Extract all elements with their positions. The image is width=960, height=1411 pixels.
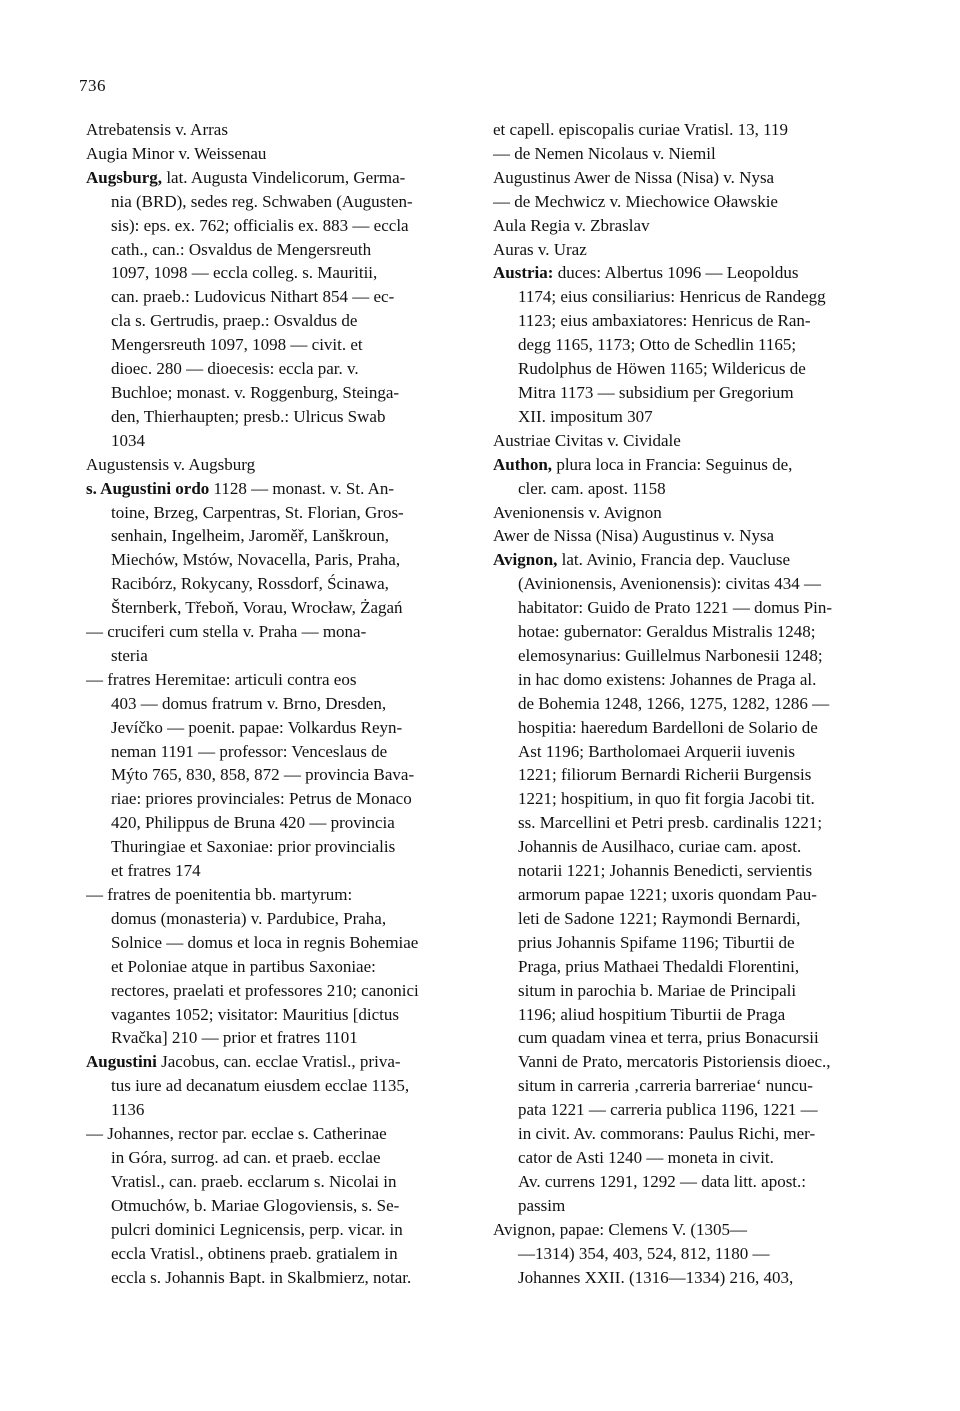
entry-text: (Avinionensis, Avenionensis): civitas 434 — (518, 574, 821, 594)
entry-text: in hac domo existens: Johannes de Praga al. (518, 669, 817, 689)
entry-text: — fratres Heremitae: articuli contra eos (86, 669, 357, 689)
entry-line (493, 907, 885, 931)
entry-text: et fratres 174 (111, 861, 201, 881)
entry-text: toine, Brzeg, Carpentras, St. Florian, Gros- (111, 502, 404, 522)
index-entry (493, 453, 885, 501)
entry-text: lat. Avinio, Francia dep. Vaucluse (557, 550, 791, 570)
entry-line (86, 716, 481, 740)
entry-line (493, 1266, 885, 1290)
entry-line (86, 333, 481, 357)
entry-line (493, 1194, 885, 1218)
entry-line (493, 333, 885, 357)
entry-text: Mýto 765, 830, 858, 872 — provincia Bava- (111, 765, 415, 785)
entry-line (493, 931, 885, 955)
entry-line (86, 763, 481, 787)
entry-line (493, 142, 885, 166)
entry-line (493, 787, 885, 811)
entry-line (86, 1098, 481, 1122)
entry-text: hotae: gubernator: Geraldus Mistralis 1248; (518, 622, 816, 642)
entry-line (86, 787, 481, 811)
entry-text: XII. impositum 307 (518, 406, 653, 426)
entry-line (86, 142, 481, 166)
entry-text: Austriae Civitas v. Cividale (493, 430, 681, 450)
entry-line (86, 285, 481, 309)
entry-line (86, 692, 481, 716)
index-entry (86, 1050, 481, 1122)
entry-headword: s. Augustini ordo (86, 478, 210, 498)
entry-line (493, 357, 885, 381)
entry-text: cler. cam. apost. 1158 (518, 478, 666, 498)
entry-line (86, 907, 481, 931)
entry-line (86, 1003, 481, 1027)
entry-line (493, 1218, 885, 1242)
entry-text: Johannis de Ausilhaco, curiae cam. apost. (518, 837, 802, 857)
entry-text: Jevíčko — poenit. papae: Volkardus Reyn- (111, 717, 403, 737)
entry-line (86, 453, 481, 477)
entry-line (493, 1050, 885, 1074)
entry-text: Buchloe; monast. v. Roggenburg, Steinga- (111, 382, 400, 402)
entry-line (86, 238, 481, 262)
entry-text: Mitra 1173 — subsidium per Gregorium (518, 382, 794, 402)
entry-text: tus iure ad decanatum eiusdem ecclae 1135, (111, 1076, 410, 1096)
entry-text: Vratisl., can. praeb. ecclarum s. Nicolai in (111, 1171, 397, 1191)
entry-line (86, 261, 481, 285)
entry-line (86, 357, 481, 381)
left-column (86, 118, 481, 1289)
entry-line (86, 548, 481, 572)
index-entry (493, 190, 885, 214)
entry-text: Jacobus, can. ecclae Vratisl., priva- (156, 1052, 401, 1072)
entry-text: eccla s. Johannis Bapt. in Skalbmierz, notar. (111, 1267, 412, 1287)
index-entry (86, 477, 481, 620)
index-entry (86, 883, 481, 1050)
entry-line (493, 190, 885, 214)
index-entry (86, 142, 481, 166)
entry-headword: Avignon, (493, 550, 558, 570)
entry-text: duces: Albertus 1096 — Leopoldus (553, 263, 799, 283)
entry-headword: Augustini (86, 1052, 157, 1072)
entry-line (493, 1003, 885, 1027)
entry-text: degg 1165, 1173; Otto de Schedlin 1165; (518, 335, 797, 355)
entry-line (493, 1026, 885, 1050)
entry-text: Awer de Nissa (Nisa) Augustinus v. Nysa (493, 526, 775, 546)
entry-line (86, 883, 481, 907)
entry-text: Miechów, Mstów, Novacella, Paris, Praha, (111, 550, 401, 570)
entry-text: cla s. Gertrudis, praep.: Osvaldus de (111, 311, 358, 331)
entry-text: steria (111, 645, 148, 665)
entry-text: 1174; eius consiliarius: Henricus de Randegg (518, 287, 826, 307)
entry-text: Solnice — domus et loca in regnis Bohemiae (111, 932, 419, 952)
entry-line (493, 859, 885, 883)
index-entry (493, 118, 885, 142)
entry-text: 1123; eius ambaxiatores: Henricus de Ran- (518, 311, 811, 331)
entry-text: elemosynarius: Guillelmus Narbonesii 1248; (518, 645, 823, 665)
entry-text: Atrebatensis v. Arras (86, 120, 228, 139)
index-entry (86, 118, 481, 142)
entry-line (86, 524, 481, 548)
entry-line (493, 883, 885, 907)
entry-line (493, 166, 885, 190)
entry-text: sis): eps. ex. 762; officialis ex. 883 — eccla (111, 215, 409, 235)
entry-line (493, 596, 885, 620)
entry-text: dioec. 280 — dioecesis: eccla par. v. (111, 359, 359, 379)
entry-text: 1097, 1098 — eccla colleg. s. Mauritii, (111, 263, 378, 283)
entry-text: et capell. episcopalis curiae Vratisl. 13, 119 (493, 120, 788, 139)
entry-text: Aula Regia v. Zbraslav (493, 215, 650, 235)
entry-text: de Bohemia 1248, 1266, 1275, 1282, 1286 — (518, 693, 830, 713)
entry-text: passim (518, 1195, 566, 1215)
entry-line (493, 214, 885, 238)
entry-line (86, 166, 481, 190)
entry-line (86, 1242, 481, 1266)
index-entry (493, 1218, 885, 1290)
entry-text: 403 — domus fratrum v. Brno, Dresden, (111, 693, 387, 713)
entry-line (493, 285, 885, 309)
entry-text: Avignon, papae: Clemens V. (1305— (493, 1219, 748, 1239)
entry-line (86, 955, 481, 979)
entry-line (86, 835, 481, 859)
entry-text: — de Mechwicz v. Miechowice Oławskie (493, 191, 778, 211)
entry-text: in Góra, surrog. ad can. et praeb. ecclae (111, 1147, 381, 1167)
entry-text: cum quadam vinea et terra, prius Bonacursii (518, 1028, 819, 1048)
entry-line (86, 1266, 481, 1290)
entry-line (86, 859, 481, 883)
entry-line (493, 261, 885, 285)
entry-text: can. praeb.: Ludovicus Nithart 854 — ec- (111, 287, 395, 307)
entry-text: — fratres de poenitentia bb. martyrum: (86, 885, 353, 904)
entry-line (493, 405, 885, 429)
entry-line (86, 405, 481, 429)
entry-line (493, 1170, 885, 1194)
entry-text: leti de Sadone 1221; Raymondi Bernardi, (518, 908, 801, 928)
entry-line (493, 1122, 885, 1146)
entry-text: pata 1221 — carreria publica 1196, 1221 — (518, 1100, 818, 1120)
entry-text: 1221; filiorum Bernardi Richerii Burgensis (518, 765, 812, 785)
entry-line (493, 763, 885, 787)
entry-line (86, 931, 481, 955)
entry-text: situm in carreria ‚carreria barreriae‘ nuncu- (518, 1076, 813, 1096)
entry-line (493, 668, 885, 692)
entry-line (86, 477, 481, 501)
entry-text: 1196; aliud hospitium Tiburtii de Praga (518, 1004, 786, 1024)
entry-text: neman 1191 — professor: Venceslaus de (111, 741, 388, 761)
entry-line (86, 214, 481, 238)
entry-text: Auras v. Uraz (493, 239, 587, 259)
entry-line (493, 811, 885, 835)
entry-text: — Johannes, rector par. ecclae s. Catherinae (86, 1124, 387, 1144)
entry-text: Augia Minor v. Weissenau (86, 143, 267, 163)
entry-text: lat. Augusta Vindelicorum, Germa- (162, 167, 406, 187)
entry-line (86, 1122, 481, 1146)
entry-text: domus (monasteria) v. Pardubice, Praha, (111, 908, 387, 928)
entry-line (493, 716, 885, 740)
entry-text: nia (BRD), sedes reg. Schwaben (Augusten- (111, 191, 413, 211)
entry-text: 1034 (111, 430, 145, 450)
entry-line (493, 477, 885, 501)
entry-line (86, 309, 481, 333)
entry-text: 1136 (111, 1100, 145, 1120)
entry-line (86, 740, 481, 764)
entry-headword: Authon, (493, 454, 553, 474)
entry-text: 420, Philippus de Bruna 420 — provincia (111, 813, 395, 833)
entry-text: riae: priores provinciales: Petrus de Monaco (111, 789, 412, 809)
entry-line (493, 1242, 885, 1266)
entry-line (86, 644, 481, 668)
entry-line (493, 1074, 885, 1098)
entry-line (86, 979, 481, 1003)
index-entry (493, 261, 885, 428)
index-entry (493, 214, 885, 238)
entry-line (86, 620, 481, 644)
entry-line (493, 238, 885, 262)
entry-line (86, 1050, 481, 1074)
entry-line (493, 835, 885, 859)
entry-text: Racibórz, Rokycany, Rossdorf, Ścinawa, (111, 574, 389, 594)
entry-line (86, 811, 481, 835)
entry-line (493, 620, 885, 644)
entry-text: senhain, Ingelheim, Jaroměř, Lanškroun, (111, 526, 390, 546)
index-entry (86, 1122, 481, 1289)
entry-line (86, 118, 481, 142)
entry-text: Rudolphus de Höwen 1165; Wildericus de (518, 359, 806, 379)
index-entry (493, 501, 885, 525)
entry-text: Avenionensis v. Avignon (493, 502, 662, 522)
entry-text: Otmuchów, b. Mariae Glogoviensis, s. Se- (111, 1195, 400, 1215)
entry-text: Av. currens 1291, 1292 — data litt. apost.: (518, 1171, 807, 1191)
index-entry (493, 524, 885, 548)
entry-line (493, 979, 885, 1003)
index-entry (493, 142, 885, 166)
entry-line (493, 572, 885, 596)
entry-line (86, 429, 481, 453)
entry-line (493, 1146, 885, 1170)
right-column (493, 118, 885, 1289)
entry-text: Rvačka] 210 — prior et fratres 1101 (111, 1028, 358, 1048)
entry-text: Johannes XXII. (1316—1334) 216, 403, (518, 1267, 794, 1287)
index-entry (86, 453, 481, 477)
entry-line (86, 1026, 481, 1050)
entry-text: notarii 1221; Johannis Benedicti, servientis (518, 861, 813, 881)
entry-text: hospitia: haeredum Bardelloni de Solario de (518, 717, 818, 737)
entry-line (493, 501, 885, 525)
entry-text: Augustensis v. Augsburg (86, 454, 256, 474)
entry-text: ss. Marcellini et Petri presb. cardinalis 1221; (518, 813, 823, 833)
entry-text: cator de Asti 1240 — moneta in civit. (518, 1147, 774, 1167)
entry-text: eccla Vratisl., obtinens praeb. gratialem in (111, 1243, 398, 1263)
entry-text: armorum papae 1221; uxoris quondam Pau- (518, 885, 817, 904)
entry-line (493, 692, 885, 716)
entry-line (493, 740, 885, 764)
entry-text: situm in parochia b. Mariae de Principali (518, 980, 797, 1000)
entry-line (493, 548, 885, 572)
entry-line (493, 955, 885, 979)
entry-text: Thuringiae et Saxoniae: prior provincialis (111, 837, 396, 857)
entry-line (493, 381, 885, 405)
entry-text: prius Johannis Spifame 1196; Tiburtii de (518, 932, 795, 952)
entry-text: Mengersreuth 1097, 1098 — civit. et (111, 335, 363, 355)
entry-line (493, 118, 885, 142)
page-number: 736 (79, 76, 106, 95)
index-entry (493, 429, 885, 453)
index-entry (86, 166, 481, 453)
entry-line (493, 1098, 885, 1122)
index-entry (86, 620, 481, 668)
entry-text: habitator: Guido de Prato 1221 — domus Pin- (518, 598, 833, 618)
entry-text: — de Nemen Nicolaus v. Niemil (493, 143, 716, 163)
entry-line (86, 1218, 481, 1242)
entry-line (493, 644, 885, 668)
entry-text: Praga, prius Mathaei Thedaldi Florentini, (518, 956, 800, 976)
entry-line (86, 190, 481, 214)
entry-line (493, 453, 885, 477)
entry-text: et Poloniae atque in partibus Saxoniae: (111, 956, 376, 976)
entry-text: 1221; hospitium, in quo fit forgia Jacobi tit. (518, 789, 815, 809)
entry-line (86, 596, 481, 620)
entry-text: Ast 1196; Bartholomaei Arquerii iuvenis (518, 741, 795, 761)
entry-text: Vanni de Prato, mercatoris Pistoriensis dioec., (518, 1052, 831, 1072)
entry-text: 1128 — monast. v. St. An- (209, 478, 395, 498)
entry-line (86, 1170, 481, 1194)
entry-text: pulcri dominici Legnicensis, perp. vicar. in (111, 1219, 403, 1239)
entry-line (86, 501, 481, 525)
index-entry (493, 238, 885, 262)
index-entry (86, 668, 481, 883)
index-entry (493, 548, 885, 1217)
entry-headword: Austria: (493, 263, 554, 283)
entry-text: in civit. Av. commorans: Paulus Richi, mer- (518, 1124, 816, 1144)
entry-text: —1314) 354, 403, 524, 812, 1180 — (518, 1243, 770, 1263)
entry-line (86, 572, 481, 596)
entry-line (86, 1074, 481, 1098)
entry-headword: Augsburg, (86, 167, 163, 187)
entry-line (493, 309, 885, 333)
entry-text: vagantes 1052; visitator: Mauritius [dictus (111, 1004, 400, 1024)
entry-line (86, 1146, 481, 1170)
entry-text: plura loca in Francia: Seguinus de, (552, 454, 793, 474)
entry-text: den, Thierhaupten; presb.: Ulricus Swab (111, 406, 386, 426)
entry-line (493, 429, 885, 453)
entry-line (86, 1194, 481, 1218)
entry-line (493, 524, 885, 548)
entry-text: rectores, praelati et professores 210; canonici (111, 980, 419, 1000)
entry-line (86, 381, 481, 405)
entry-text: Augustinus Awer de Nissa (Nisa) v. Nysa (493, 167, 775, 187)
entry-line (86, 668, 481, 692)
entry-text: cath., can.: Osvaldus de Mengersreuth (111, 239, 372, 259)
entry-text: — cruciferi cum stella v. Praha — mona- (86, 622, 367, 642)
index-entry (493, 166, 885, 190)
entry-text: Šternberk, Třeboň, Vorau, Wrocław, Żagań (111, 598, 403, 618)
